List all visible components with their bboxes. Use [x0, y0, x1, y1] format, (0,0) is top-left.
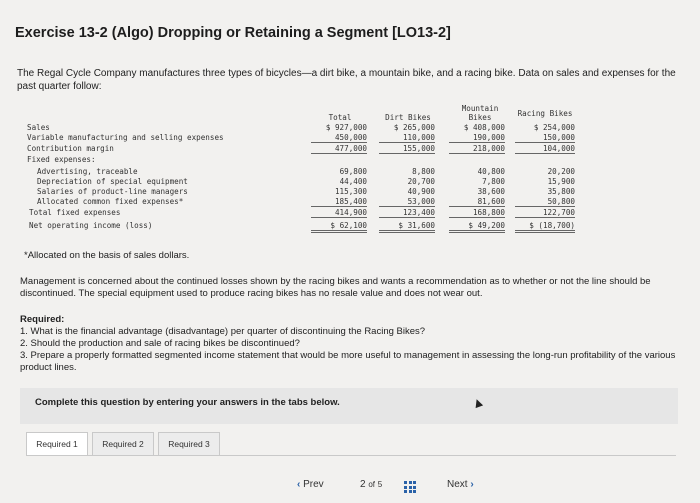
cell-racing: 122,700	[515, 208, 575, 218]
cell-mountain: 7,800	[482, 177, 505, 186]
row-label: Sales	[27, 123, 50, 132]
table-row	[27, 208, 677, 218]
tab-required-1[interactable]: Required 1	[26, 432, 88, 456]
row-label: Net operating income (loss)	[29, 221, 153, 230]
cell-racing: 15,900	[547, 177, 575, 186]
cell-dirt: 20,700	[407, 177, 435, 186]
grid-view-icon[interactable]	[404, 481, 416, 493]
chevron-left-icon: ‹	[297, 479, 301, 490]
cell-dirt: 40,900	[407, 187, 435, 196]
required-section	[20, 314, 680, 374]
table-row	[27, 133, 677, 143]
cell-dirt: 8,800	[412, 167, 435, 176]
cell-racing: 20,200	[547, 167, 575, 176]
next-button[interactable]	[447, 479, 474, 490]
table-row	[27, 144, 677, 154]
col-header-racing: Racing Bikes	[517, 109, 573, 118]
row-label: Contribution margin	[27, 144, 114, 153]
cell-racing: 104,000	[515, 144, 575, 154]
table-row	[27, 123, 677, 133]
cell-mountain: 218,000	[449, 144, 505, 154]
col-header-dirt: Dirt Bikes	[385, 113, 431, 122]
cell-total: 115,300	[334, 187, 367, 196]
cell-mountain: $ 49,200	[449, 221, 505, 233]
table-row	[27, 187, 677, 197]
cell-racing: 150,000	[515, 133, 575, 143]
cell-total: $ 62,100	[311, 221, 367, 233]
cell-mountain: 81,600	[449, 197, 505, 207]
cell-mountain: 190,000	[449, 133, 505, 143]
cell-mountain: 168,800	[449, 208, 505, 218]
total-pages: 5	[377, 480, 383, 489]
row-label: Allocated common fixed expenses*	[37, 197, 184, 206]
required-item-2: 2. Should the production and sale of racing bikes be discontinued?	[20, 338, 300, 349]
chevron-right-icon: ›	[470, 479, 474, 490]
row-label: Variable manufacturing and selling expenses	[27, 133, 224, 142]
cell-racing: 35,800	[547, 187, 575, 196]
footnote: *Allocated on the basis of sales dollars.	[24, 250, 190, 261]
row-label: Advertising, traceable	[37, 167, 138, 176]
prev-button[interactable]	[297, 479, 324, 490]
cell-racing: $ 254,000	[533, 123, 575, 132]
exercise-title: Exercise 13-2 (Algo) Dropping or Retaining a Segment [LO13-2]	[15, 25, 451, 41]
cell-dirt: $ 265,000	[393, 123, 435, 132]
required-heading: Required:	[20, 314, 65, 325]
cell-total: 185,400	[311, 197, 367, 207]
page-of-label: of	[368, 480, 376, 489]
table-row	[27, 221, 677, 231]
cell-total: 69,800	[339, 167, 367, 176]
table-row	[27, 197, 677, 207]
cell-dirt: 110,000	[379, 133, 435, 143]
tab-divider	[26, 455, 676, 456]
row-label: Total fixed expenses	[29, 208, 121, 217]
cell-dirt: $ 31,600	[379, 221, 435, 233]
cell-dirt: 53,000	[379, 197, 435, 207]
tab-required-2[interactable]: Required 2	[92, 432, 154, 456]
cell-total: $ 927,000	[325, 123, 367, 132]
cell-total: 44,400	[339, 177, 367, 186]
cell-mountain: 38,600	[477, 187, 505, 196]
row-label: Fixed expenses:	[27, 155, 96, 164]
income-statement-table	[27, 104, 677, 236]
cell-mountain: 40,800	[477, 167, 505, 176]
cell-total: 450,000	[311, 133, 367, 143]
cell-dirt: 123,400	[379, 208, 435, 218]
tab-required-3[interactable]: Required 3	[158, 432, 220, 456]
col-header-total: Total	[328, 113, 352, 122]
management-text: Management is concerned about the continued losses shown by the racing bikes and wants a recommendation as to whether or not the line should be discontinued. The special equipment used to produce racing bikes has no resale value and does not wear out.	[20, 276, 651, 299]
cell-total: 477,000	[311, 144, 367, 154]
intro-text: The Regal Cycle Company manufactures three types of bicycles—a dirt bike, a mountain bike, and a racing bike. Data on sales and expenses for the past quarter follow:	[17, 68, 676, 92]
col-header-mountain-l2: Bikes	[468, 113, 492, 122]
col-header-mountain-l1: Mountain	[461, 104, 499, 113]
cell-dirt: 155,000	[379, 144, 435, 154]
current-page: 2	[360, 479, 366, 490]
instruction-panel	[20, 388, 678, 424]
cell-racing: $ (18,700)	[515, 221, 575, 233]
table-row	[27, 167, 677, 177]
cell-mountain: $ 408,000	[463, 123, 505, 132]
required-item-1: 1. What is the financial advantage (disadvantage) per quarter of discontinuing the Racing Bikes?	[20, 326, 426, 337]
row-label: Depreciation of special equipment	[37, 177, 188, 186]
table-row	[27, 177, 677, 187]
prev-label: Prev	[303, 479, 324, 490]
question-navigation	[287, 474, 497, 500]
page-indicator	[360, 479, 382, 490]
required-item-3: 3. Prepare a properly formatted segmented income statement that would be more useful to management in assessing the long-run profitability of the various product lines.	[20, 350, 676, 373]
next-label: Next	[447, 479, 468, 490]
cell-racing: 50,800	[515, 197, 575, 207]
table-row	[27, 155, 677, 165]
cell-total: 414,900	[311, 208, 367, 218]
row-label: Salaries of product-line managers	[37, 187, 188, 196]
instruction-text: Complete this question by entering your answers in the tabs below.	[35, 397, 340, 408]
